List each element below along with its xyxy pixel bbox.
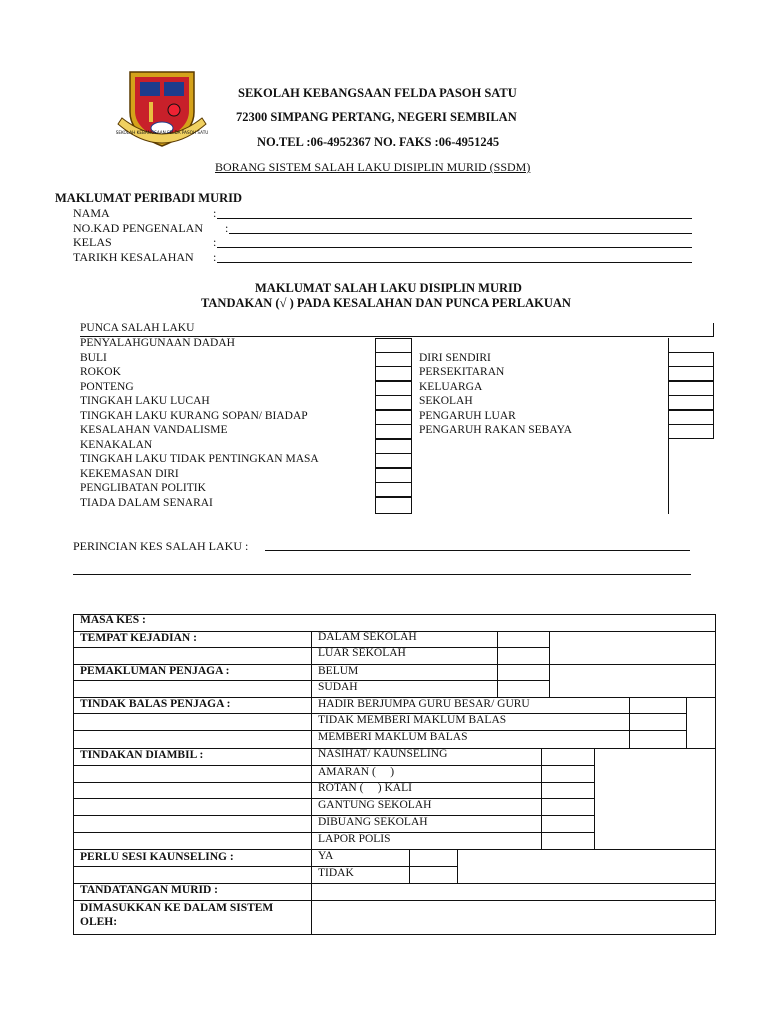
field-colon: :	[225, 221, 229, 235]
ic-input-line[interactable]	[229, 233, 692, 234]
label-perlu-kaunseling: PERLU SESI KAUNSELING :	[80, 851, 234, 863]
tick-cell-memberi[interactable]	[630, 731, 685, 747]
field-colon: :	[213, 206, 217, 220]
option-belum: BELUM	[318, 665, 359, 677]
label-tindak-balas-penjaga: TINDAK BALAS PENJAGA :	[80, 698, 231, 710]
offence-item: TINGKAH LAKU KURANG SOPAN/ BIADAP	[80, 410, 308, 422]
case-detail-label: PERINCIAN KES SALAH LAKU :	[73, 539, 249, 553]
school-address: 72300 SIMPANG PERTANG, NEGERI SEMBILAN	[236, 110, 517, 124]
option-memberi: MEMBERI MAKLUM BALAS	[318, 731, 468, 743]
label-tindakan-diambil: TINDAKAN DIAMBIL :	[80, 749, 204, 761]
offence-item: TINGKAH LAKU LUCAH	[80, 395, 210, 407]
offence-item: KENAKALAN	[80, 439, 153, 451]
nama-input-line[interactable]	[217, 218, 692, 219]
school-crest-logo	[116, 68, 208, 152]
cause-checkbox[interactable]	[668, 410, 714, 425]
option-tidak: TIDAK	[318, 867, 354, 879]
tick-cell-nasihat[interactable]	[542, 749, 593, 764]
offence-checkbox[interactable]	[375, 439, 412, 454]
cause-checkbox[interactable]	[668, 352, 714, 367]
offence-item: BULI	[80, 352, 107, 364]
cause-checkbox[interactable]	[668, 395, 714, 410]
tick-cell-dalam-sekolah[interactable]	[498, 632, 548, 646]
label-masa-kes: MASA KES :	[80, 614, 146, 626]
offence-checkbox[interactable]	[375, 338, 412, 353]
offence-checkbox[interactable]	[375, 352, 412, 367]
label-tandatangan-murid: TANDATANGAN MURID :	[80, 884, 218, 896]
tarikh-input-line[interactable]	[217, 262, 692, 263]
misconduct-instruction: TANDAKAN (√ ) PADA KESALAHAN DAN PUNCA PERLAKUAN	[201, 296, 571, 310]
field-colon: :	[213, 235, 217, 249]
option-dalam-sekolah: DALAM SEKOLAH	[318, 631, 417, 643]
option-gantung: GANTUNG SEKOLAH	[318, 799, 432, 811]
offence-checkbox[interactable]	[375, 424, 412, 439]
label-dimasukkan-oleh: DIMASUKKAN KE DALAM SISTEM OLEH:	[80, 902, 274, 928]
field-label-tarikh: TARIKH KESALAHAN	[73, 250, 194, 264]
option-sudah: SUDAH	[318, 681, 358, 693]
option-lapor-polis: LAPOR POLIS	[318, 833, 391, 845]
tick-cell-lapor-polis[interactable]	[542, 833, 593, 848]
cause-item: KELUARGA	[419, 381, 483, 393]
option-dibuang: DIBUANG SEKOLAH	[318, 816, 428, 828]
offence-item: PONTENG	[80, 381, 134, 393]
offence-item: PENGLIBATAN POLITIK	[80, 482, 206, 494]
tick-cell-tidak[interactable]	[410, 867, 456, 882]
offence-item: ROKOK	[80, 366, 121, 378]
cause-checkbox[interactable]	[668, 381, 714, 396]
tick-cell-gantung[interactable]	[542, 799, 593, 814]
option-luar-sekolah: LUAR SEKOLAH	[318, 647, 406, 659]
field-label-kelas: KELAS	[73, 235, 112, 249]
tick-cell-sudah[interactable]	[498, 681, 548, 696]
kelas-input-line[interactable]	[217, 247, 692, 248]
option-nasihat: NASIHAT/ KAUNSELING	[318, 748, 448, 760]
offence-checkbox[interactable]	[375, 410, 412, 425]
tandatangan-input[interactable]	[312, 884, 715, 899]
field-colon: :	[213, 250, 217, 264]
school-name: SEKOLAH KEBANGSAAN FELDA PASOH SATU	[238, 86, 517, 100]
masa-kes-input[interactable]	[312, 615, 715, 630]
school-phone-fax: NO.TEL :06-4952367 NO. FAKS :06-4951245	[257, 135, 500, 149]
tick-cell-belum[interactable]	[498, 665, 548, 679]
punca-heading: PUNCA SALAH LAKU	[80, 322, 195, 334]
tick-cell-dibuang[interactable]	[542, 816, 593, 831]
cause-item: PERSEKITARAN	[419, 366, 505, 378]
option-ya: YA	[318, 850, 334, 862]
tick-cell-hadir[interactable]	[630, 698, 685, 712]
cause-item: SEKOLAH	[419, 395, 473, 407]
field-label-ic: NO.KAD PENGENALAN	[73, 221, 203, 235]
offence-checkbox[interactable]	[375, 453, 412, 468]
tick-cell-ya[interactable]	[410, 850, 456, 865]
offence-checkbox[interactable]	[375, 366, 412, 381]
offence-checkbox[interactable]	[375, 497, 412, 514]
offence-checkbox[interactable]	[375, 468, 412, 483]
offence-checkbox[interactable]	[375, 482, 412, 497]
cause-item: PENGARUH RAKAN SEBAYA	[419, 424, 572, 436]
offence-item: TINGKAH LAKU TIDAK PENTINGKAN MASA	[80, 453, 319, 465]
label-pemakluman-penjaga: PEMAKLUMAN PENJAGA :	[80, 665, 230, 677]
form-title: BORANG SISTEM SALAH LAKU DISIPLIN MURID (SSDM)	[215, 160, 531, 174]
offence-checkbox[interactable]	[375, 395, 412, 410]
offence-item: KEKEMASAN DIRI	[80, 468, 179, 480]
offence-item: KESALAHAN VANDALISME	[80, 424, 228, 436]
cause-checkbox[interactable]	[668, 366, 714, 381]
cause-item: DIRI SENDIRI	[419, 352, 491, 364]
offence-item: TIADA DALAM SENARAI	[80, 497, 213, 509]
dimasukkan-oleh-input[interactable]	[312, 901, 715, 934]
crest-motto: SEKOLAH KEBANGSAAN FELDA PASOH SATU	[116, 130, 208, 135]
field-label-nama: NAMA	[73, 206, 110, 220]
cause-item: PENGARUH LUAR	[419, 410, 516, 422]
option-tidak-memberi: TIDAK MEMBERI MAKLUM BALAS	[318, 714, 507, 726]
option-amaran: AMARAN ( )	[318, 766, 395, 778]
offence-checkbox[interactable]	[375, 381, 412, 396]
personal-info-heading: MAKLUMAT PERIBADI MURID	[55, 191, 243, 205]
cause-checkbox[interactable]	[668, 424, 714, 439]
tick-cell-tidak-memberi[interactable]	[630, 714, 685, 729]
case-detail-input-line[interactable]	[265, 550, 690, 551]
option-hadir: HADIR BERJUMPA GURU BESAR/ GURU	[318, 698, 530, 710]
case-detail-input-line-2[interactable]	[73, 574, 691, 575]
tick-cell-rotan[interactable]	[542, 783, 593, 797]
label-tempat-kejadian: TEMPAT KEJADIAN :	[80, 632, 197, 644]
tick-cell-luar-sekolah[interactable]	[498, 648, 548, 663]
misconduct-heading: MAKLUMAT SALAH LAKU DISIPLIN MURID	[255, 281, 522, 295]
tick-cell-amaran[interactable]	[542, 766, 593, 781]
offence-item: PENYALAHGUNAAN DADAH	[80, 337, 235, 349]
option-rotan: ROTAN ( ) KALI	[318, 782, 412, 794]
